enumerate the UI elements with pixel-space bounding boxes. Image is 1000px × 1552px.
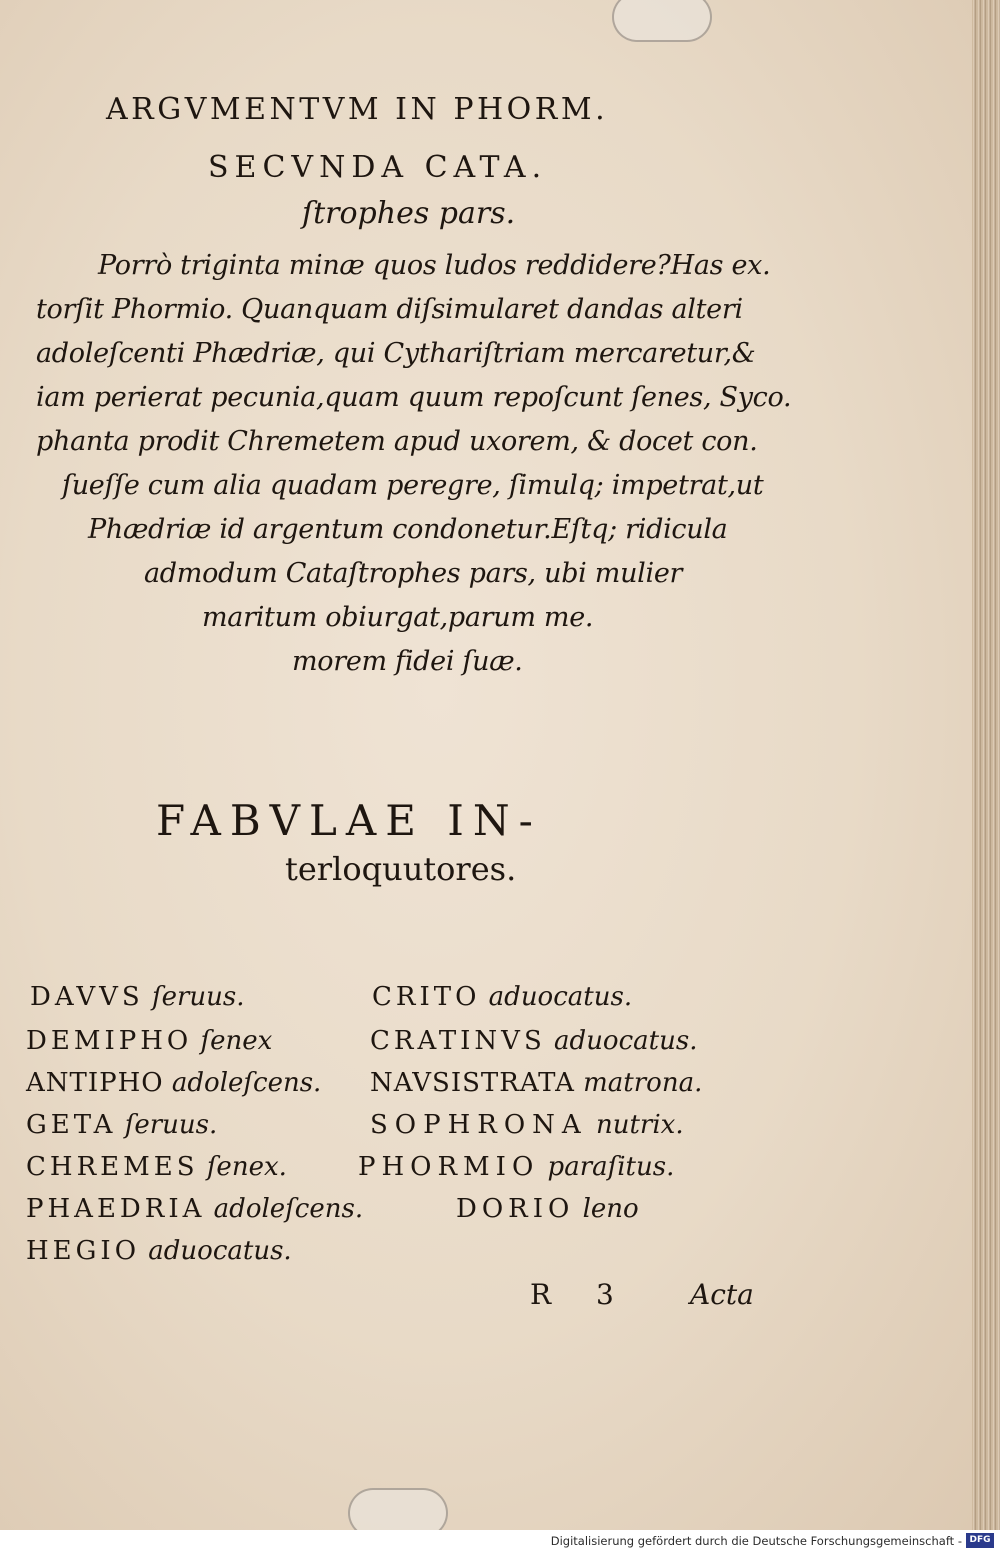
character-name: NAVSISTRATA — [370, 1068, 575, 1098]
character-role: nutrix. — [595, 1110, 684, 1140]
character-name: PHORMIO — [358, 1152, 540, 1182]
paragraph-line: admodum Cataſtrophes pars, ubi mulier — [144, 558, 683, 589]
character-role: adoleſcens. — [213, 1194, 364, 1224]
character-name: PHAEDRIA — [26, 1194, 206, 1224]
character-name: DEMIPHO — [26, 1026, 193, 1056]
signature-mark: R 3 — [530, 1278, 632, 1311]
dfg-logo-icon: DFG — [966, 1533, 994, 1548]
character-name: CHREMES — [26, 1152, 199, 1182]
paragraph-line: ſueſſe cum alia quadam peregre, ſimulq; impetrat,ut — [62, 470, 764, 501]
cast-entry — [358, 1152, 674, 1182]
character-name: HEGIO — [26, 1236, 141, 1266]
cast-entry — [26, 1110, 217, 1140]
cast-entry — [26, 1194, 363, 1224]
character-name: CRITO — [372, 982, 481, 1012]
character-role: adoleſcens. — [171, 1068, 322, 1098]
cast-entry — [456, 1194, 639, 1224]
character-role: leno — [582, 1194, 639, 1224]
paragraph-line: phanta prodit Chremetem apud uxorem, & docet con. — [36, 426, 758, 457]
character-role: ſenex. — [206, 1152, 287, 1182]
character-name: DAVVS — [30, 982, 144, 1012]
character-role: ſeruus. — [151, 982, 245, 1012]
title-line-1: ARGVMENTVM IN PHORM. — [106, 92, 609, 127]
catchword: Acta — [690, 1278, 754, 1311]
cast-entry — [26, 1152, 287, 1182]
cast-entry — [370, 1026, 697, 1056]
cast-entry — [370, 1110, 684, 1140]
paragraph-line: maritum obiurgat,parum me. — [202, 602, 594, 633]
book-clip-bottom — [348, 1488, 448, 1530]
cast-entry — [26, 1236, 292, 1266]
character-name: ANTIPHO — [26, 1068, 164, 1098]
character-role: aduocatus. — [148, 1236, 292, 1266]
paragraph-line: morem fidei ſuæ. — [292, 646, 523, 677]
digitization-credit: Digitalisierung gefördert durch die Deutsche Forschungsgemeinschaft - — [550, 1534, 962, 1548]
cast-entry — [370, 1068, 702, 1098]
paragraph-line: Porrò triginta minæ quos ludos reddidere?Has ex. — [98, 250, 771, 281]
title-line-2: SECVNDA CATA. — [208, 150, 548, 185]
paragraph-line: torſit Phormio. Quanquam diſsimularet dandas alteri — [36, 294, 743, 325]
character-role: aduocatus. — [554, 1026, 698, 1056]
digitization-credit-bar — [0, 1530, 1000, 1552]
page-edges — [972, 0, 1000, 1530]
character-role: paraſitus. — [547, 1152, 675, 1182]
cast-entry — [372, 982, 632, 1012]
cast-entry — [26, 1068, 321, 1098]
character-name: CRATINVS — [370, 1026, 546, 1056]
character-role: aduocatus. — [488, 982, 633, 1012]
section-heading: FABVLAE IN- — [156, 796, 542, 845]
character-name: SOPHRONA — [370, 1110, 588, 1140]
character-role: ſenex — [200, 1026, 273, 1056]
character-role: matrona. — [583, 1068, 703, 1098]
cast-entry — [30, 982, 245, 1012]
character-role: ſeruus. — [124, 1110, 218, 1140]
paragraph-line: adoleſcenti Phædriæ, qui Cythariſtriam mercaretur,& — [36, 338, 756, 369]
title-line-3: ſtrophes pars. — [302, 196, 516, 231]
cast-entry — [26, 1026, 272, 1056]
book-clip-top — [612, 0, 712, 42]
paragraph-line: iam perierat pecunia,quam quum repoſcunt ſenes, Syco. — [36, 382, 792, 413]
paragraph-line: Phædriæ id argentum condonetur.Eſtq; ridicula — [88, 514, 728, 545]
character-name: GETA — [26, 1110, 117, 1140]
character-name: DORIO — [456, 1194, 575, 1224]
section-subheading: terloquutores. — [285, 850, 517, 888]
